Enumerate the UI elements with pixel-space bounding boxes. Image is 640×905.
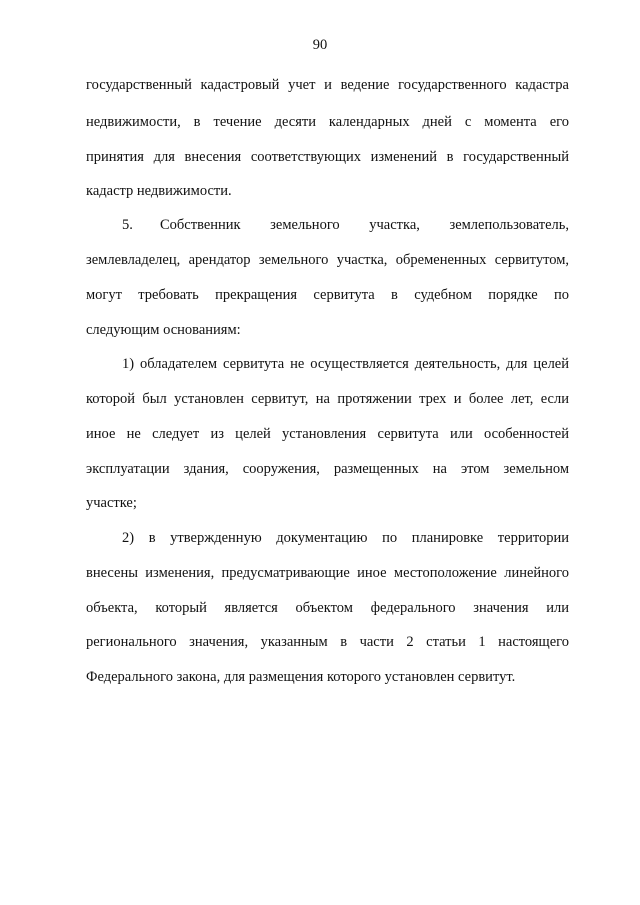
text-line: участке; xyxy=(86,495,137,511)
text-line: могут требовать прекращения сервитута в судебном порядке по xyxy=(86,287,569,303)
text-line: которой был установлен сервитут, на протяжении трех и более лет, если xyxy=(86,391,569,407)
text-line: иное не следует из целей установления сервитута или особенностей xyxy=(86,426,569,442)
paragraph-number: 5. xyxy=(122,217,133,233)
text-line: землевладелец, арендатор земельного участка, обремененных сервитутом, xyxy=(86,252,569,268)
text-line: недвижимости, в течение десяти календарных дней с момента его xyxy=(86,114,569,130)
text-line: эксплуатации здания, сооружения, размещенных на этом земельном xyxy=(86,461,569,477)
text-line: регионального значения, указанным в части 2 статьи 1 настоящего xyxy=(86,634,569,650)
text-line: государственный кадастровый учет и ведение государственного кадастра xyxy=(86,77,569,93)
text-line: принятия для внесения соответствующих изменений в государственный xyxy=(86,149,569,165)
text-line: 2) в утвержденную документацию по планировке территории xyxy=(122,530,569,546)
text-line: Федерального закона, для размещения которого установлен сервитут. xyxy=(86,669,516,685)
text-line: кадастр недвижимости. xyxy=(86,183,232,199)
text-line: Собственник земельного участка, землепользователь, xyxy=(160,217,569,233)
text-line: объекта, который является объектом федерального значения или xyxy=(86,600,569,616)
text-line: следующим основаниям: xyxy=(86,322,241,338)
text-line: 1) обладателем сервитута не осуществляется деятельность, для целей xyxy=(122,356,569,372)
text-line: внесены изменения, предусматривающие иное местоположение линейного xyxy=(86,565,569,581)
page-number: 90 xyxy=(312,37,328,53)
